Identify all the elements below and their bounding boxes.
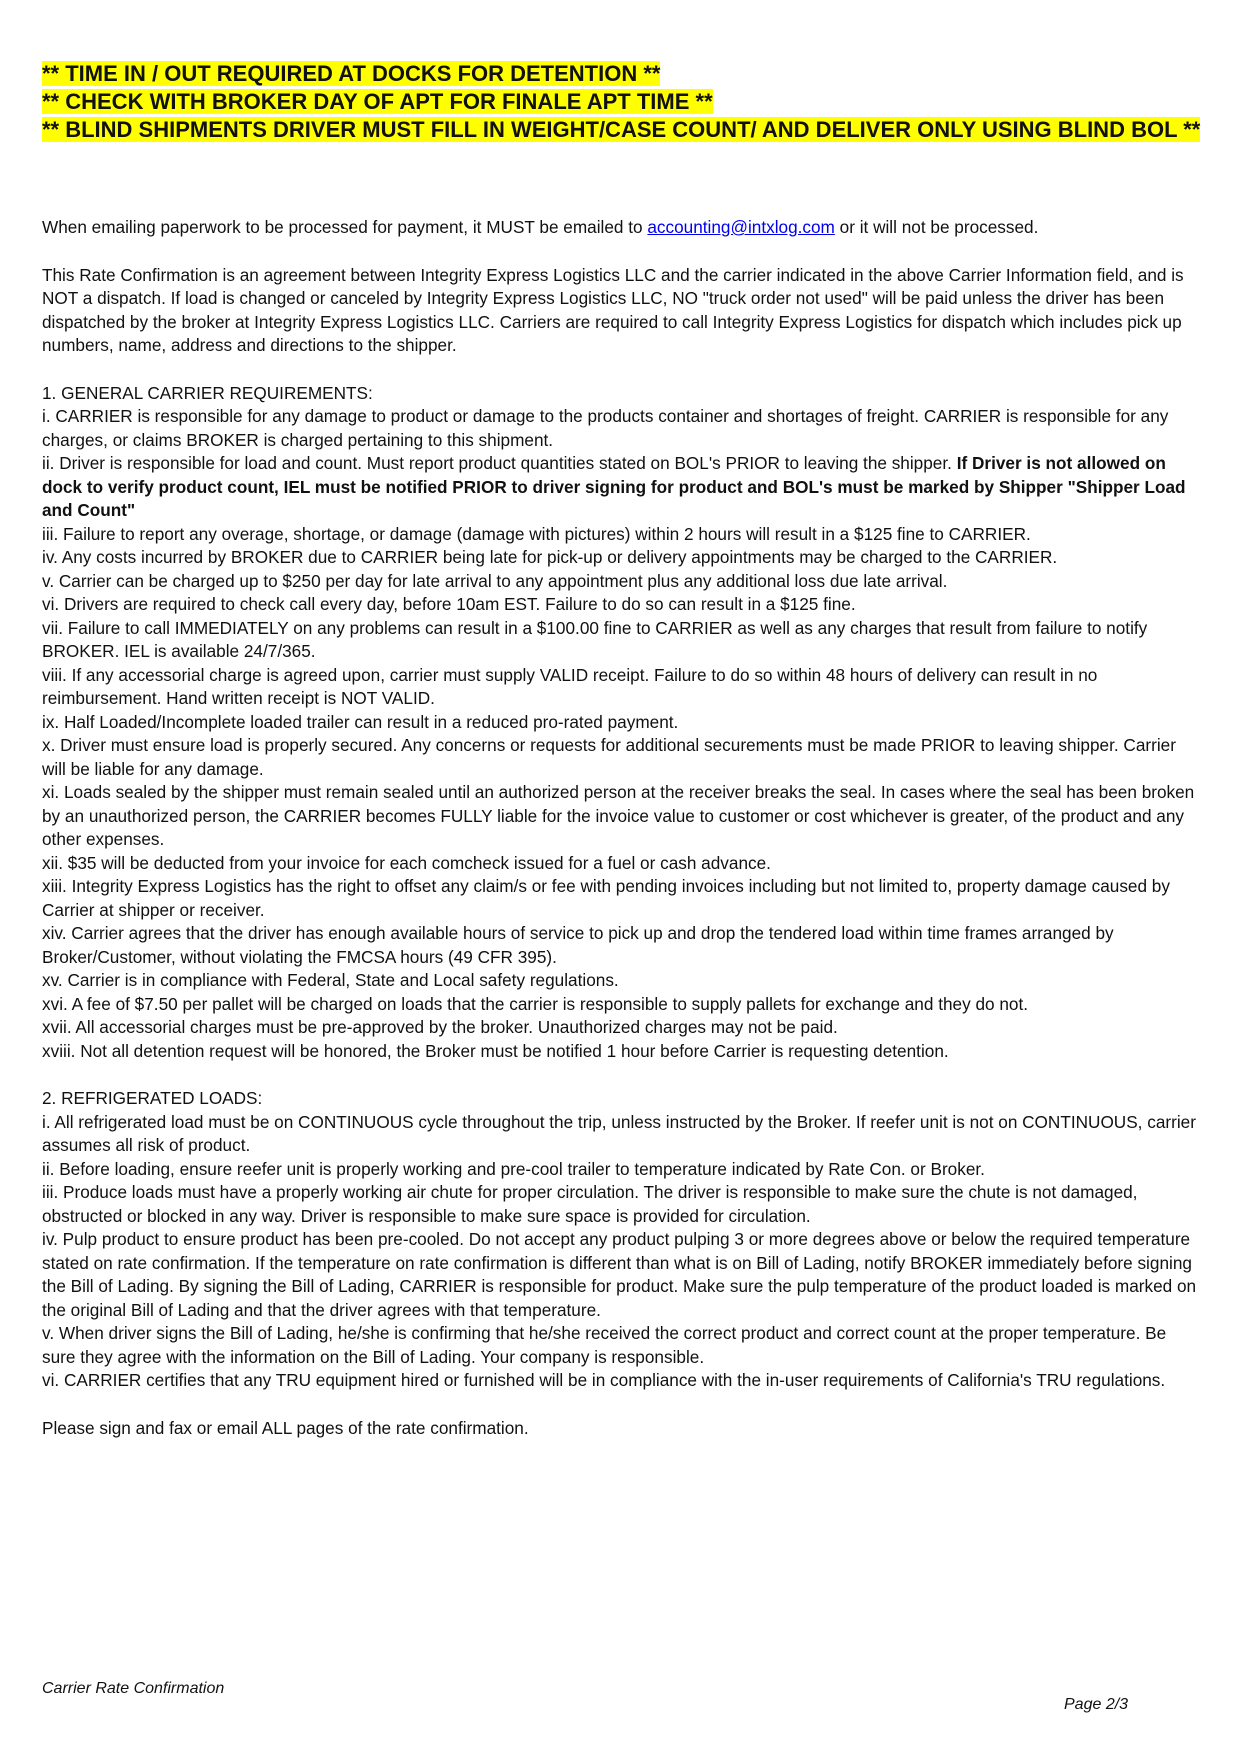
refrigerated-item: i. All refrigerated load must be on CONTINUOUS cycle throughout the trip, unless instructed by the Broker. If reefer unit is not on CONTINUOUS, carrier assumes all risk of product.: [42, 1111, 1196, 1155]
general-item-ii: ii. Driver is responsible for load and count. Must report product quantities stated on BOL's PRIOR to leaving the shipper. If Driver is not allowed on dock to verify product count, IEL must be notified PRIOR to driver signing for product and BOL's must be marked by Shipper "Shipper Load and Count": [42, 453, 1186, 520]
general-item: xi. Loads sealed by the shipper must remain sealed until an authorized person at the receiver breaks the seal. In cases where the seal has been broken by an unauthorized person, the CARRIER becomes FULLY liable for the invoice value to customer or cost whichever is greater, of the product and any other expenses.: [42, 782, 1195, 849]
general-heading: 1. GENERAL CARRIER REQUIREMENTS:: [42, 382, 373, 403]
alert-blind-shipments: ** BLIND SHIPMENTS DRIVER MUST FILL IN WEIGHT/CASE COUNT/ AND DELIVER ONLY USING BLIND BOL **: [42, 117, 1201, 142]
general-item: vi. Drivers are required to check call every day, before 10am EST. Failure to do so can result in a $125 fine.: [42, 594, 856, 614]
refrigerated-item: iv. Pulp product to ensure product has been pre-cooled. Do not accept any product pulping 3 or more degrees above or below the required temperature stated on rate confirmation. If the temperature on rate confirmation is different than what is on Bill of Lading, notify BROKER immediately before signing the Bill of Lading. By signing the Bill of Lading, CARRIER is responsible for product. Make sure the pulp temperature of the product loaded is marked on the original Bill of Lading and that the driver agrees with that temperature.: [42, 1229, 1197, 1320]
alert-block: [42, 60, 1202, 144]
accounting-email-link[interactable]: accounting@intxlog.com: [647, 217, 835, 237]
refrigerated-item: v. When driver signs the Bill of Lading, he/she is confirming that he/she received the correct product and correct count at the proper temperature. Be sure they agree with the information on the Bill of Lading. Your company is responsible.: [42, 1323, 1167, 1367]
general-item: iii. Failure to report any overage, shortage, or damage (damage with pictures) within 2 hours will result in a $125 fine to CARRIER.: [42, 523, 1031, 544]
general-item: xvii. All accessorial charges must be pre-approved by the broker. Unauthorized charges may not be paid.: [42, 1017, 838, 1037]
general-item: viii. If any accessorial charge is agreed upon, carrier must supply VALID receipt. Failure to do so within 48 hours of delivery can result in no reimbursement. Hand written receipt is NOT VALID.: [42, 664, 1098, 708]
refrigerated-loads: [42, 1087, 1202, 1393]
alert-check-broker: ** CHECK WITH BROKER DAY OF APT FOR FINALE APT TIME **: [42, 89, 713, 114]
general-item: v. Carrier can be charged up to $250 per day for late arrival to any appointment plus any additional loss due late arrival.: [42, 570, 948, 591]
general-item: vii. Failure to call IMMEDIATELY on any problems can result in a $100.00 fine to CARRIER as well as any charges that result from failure to notify BROKER. IEL is available 24/7/365.: [42, 617, 1148, 661]
general-item-ii-bold: If Driver is not allowed on dock to verify product count, IEL must be notified PRIOR to driver signing for product and BOL's must be marked by Shipper "Shipper Load and Count": [42, 453, 1186, 520]
general-item: x. Driver must ensure load is properly secured. Any concerns or requests for additional securements must be made PRIOR to leaving shipper. Carrier will be liable for any damage.: [42, 735, 1176, 779]
footer-document-title: Carrier Rate Confirmation: [42, 1680, 225, 1697]
general-item: iv. Any costs incurred by BROKER due to CARRIER being late for pick-up or delivery appointments may be charged to the CARRIER.: [42, 547, 1058, 567]
email-notice: When emailing paperwork to be processed for payment, it MUST be emailed to accounting@intxlog.com or it will not be processed.: [42, 217, 1039, 237]
general-item: ix. Half Loaded/Incomplete loaded trailer can result in a reduced pro-rated payment.: [42, 711, 679, 732]
general-item: xvi. A fee of $7.50 per pallet will be charged on loads that the carrier is responsible to supply pallets for exchange and they do not.: [42, 993, 1029, 1014]
intro-paragraph: This Rate Confirmation is an agreement between Integrity Express Logistics LLC and the carrier indicated in the above Carrier Information field, and is NOT a dispatch. If load is changed or canceled by Integrity Express Logistics LLC, NO "truck order not used" will be paid unless the driver has been dispatched by the broker at Integrity Express Logistics LLC. Carriers are required to call Integrity Express Logistics for dispatch which includes pick up numbers, name, address and directions to the shipper.: [42, 264, 1184, 355]
refrigerated-item: iii. Produce loads must have a properly working air chute for proper circulation. The driver is responsible to make sure the chute is not damaged, obstructed or blocked in any way. Driver is responsible to make sure space is provided for circulation.: [42, 1182, 1138, 1226]
general-item: xv. Carrier is in compliance with Federal, State and Local safety regulations.: [42, 970, 619, 990]
general-item: xiii. Integrity Express Logistics has the right to offset any claim/s or fee with pending invoices including but not limited to, property damage caused by Carrier at shipper or receiver.: [42, 876, 1170, 920]
general-item: xii. $35 will be deducted from your invoice for each comcheck issued for a fuel or cash advance.: [42, 852, 771, 873]
footer-page-number: Page 2/3: [1064, 1696, 1129, 1713]
refrigerated-item: vi. CARRIER certifies that any TRU equipment hired or furnished will be in compliance with the in-user requirements of California's TRU regulations.: [42, 1370, 1166, 1390]
document-page: [42, 60, 1202, 1440]
refrigerated-heading: 2. REFRIGERATED LOADS:: [42, 1088, 263, 1108]
alert-detention: ** TIME IN / OUT REQUIRED AT DOCKS FOR DETENTION **: [42, 61, 661, 86]
general-item: xviii. Not all detention request will be honored, the Broker must be notified 1 hour before Carrier is requesting detention.: [42, 1040, 949, 1061]
general-item: xiv. Carrier agrees that the driver has enough available hours of service to pick up and drop the tendered load within time frames arranged by Broker/Customer, without violating the FMCSA hours (49 CFR 395).: [42, 923, 1114, 967]
closing-instruction: Please sign and fax or email ALL pages of the rate confirmation.: [42, 1417, 529, 1438]
refrigerated-item: ii. Before loading, ensure reefer unit is properly working and pre-cool trailer to temperature indicated by Rate Con. or Broker.: [42, 1158, 985, 1179]
general-requirements: [42, 382, 1202, 1064]
general-item-i: i. CARRIER is responsible for any damage to product or damage to the products container and shortages of freight. CARRIER is responsible for any charges, or claims BROKER is charged pertaining to this shipment.: [42, 406, 1169, 450]
